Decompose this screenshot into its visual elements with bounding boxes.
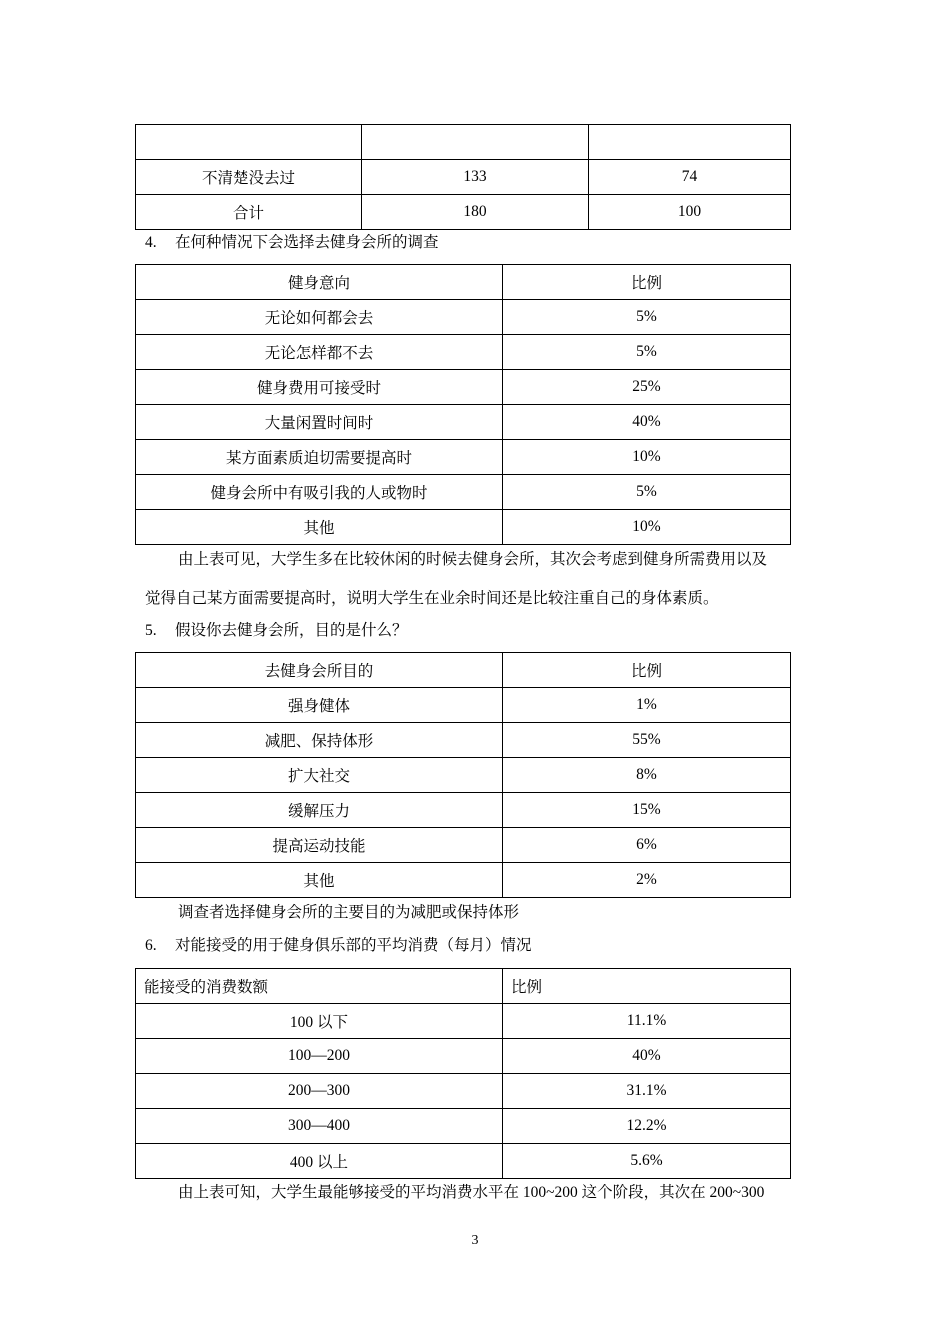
table-row [136, 1109, 791, 1144]
column-header: 能接受的消费数额 [136, 969, 503, 1004]
table-cell [136, 125, 362, 160]
table-row [136, 1004, 791, 1039]
table-cell: 健身会所中有吸引我的人或物时 [136, 475, 503, 510]
column-header: 比例 [503, 969, 791, 1004]
column-header: 比例 [503, 265, 791, 300]
table-cell: 10% [503, 440, 791, 475]
section-number: 5. [145, 622, 157, 639]
survey-table-continued [135, 124, 791, 230]
table-row [136, 793, 791, 828]
paragraph-line: 觉得自己某方面需要提高时，说明大学生在业余时间还是比较注重自己的身体素质。 [145, 590, 719, 607]
table-row [136, 723, 791, 758]
table-row [136, 688, 791, 723]
table-row [136, 510, 791, 545]
table-row [136, 405, 791, 440]
section-title: 在何种情况下会选择去健身会所的调查 [175, 234, 439, 251]
table-cell: 133 [362, 160, 589, 195]
table-header-row [136, 653, 791, 688]
section-4-heading [145, 233, 439, 253]
table-row [136, 1074, 791, 1109]
table-cell [362, 125, 589, 160]
table-cell: 扩大社交 [136, 758, 503, 793]
table-row [136, 195, 791, 230]
table-cell: 健身费用可接受时 [136, 370, 503, 405]
table-row [136, 125, 791, 160]
table-header-row [136, 969, 791, 1004]
table-cell: 缓解压力 [136, 793, 503, 828]
table-cell: 5% [503, 335, 791, 370]
table-row [136, 335, 791, 370]
paragraph-line: 调查者选择健身会所的主要目的为减肥或保持体形 [178, 904, 520, 921]
table-cell: 其他 [136, 863, 503, 898]
table-cell: 减肥、保持体形 [136, 723, 503, 758]
table-row [136, 440, 791, 475]
table-cell: 11.1% [503, 1004, 791, 1039]
table-cell: 300—400 [136, 1109, 503, 1144]
table-cell [589, 125, 791, 160]
table-cell: 40% [503, 405, 791, 440]
table-cell: 100 以下 [136, 1004, 503, 1039]
spending-table [135, 968, 791, 1179]
column-header: 健身意向 [136, 265, 503, 300]
table-cell: 100 [589, 195, 791, 230]
table-cell: 5.6% [503, 1144, 791, 1179]
section-6-heading [145, 936, 532, 956]
section-number: 4. [145, 234, 157, 251]
section-title: 对能接受的用于健身俱乐部的平均消费（每月）情况 [175, 937, 532, 954]
table-cell: 无论怎样都不去 [136, 335, 503, 370]
table-cell: 74 [589, 160, 791, 195]
table-cell: 200—300 [136, 1074, 503, 1109]
table-cell: 大量闲置时间时 [136, 405, 503, 440]
column-header: 比例 [503, 653, 791, 688]
table-cell: 55% [503, 723, 791, 758]
table-cell: 强身健体 [136, 688, 503, 723]
table-row [136, 1039, 791, 1074]
table-cell: 其他 [136, 510, 503, 545]
table-row [136, 300, 791, 335]
table-cell: 6% [503, 828, 791, 863]
table-row [136, 828, 791, 863]
table-cell: 某方面素质迫切需要提高时 [136, 440, 503, 475]
table-cell: 180 [362, 195, 589, 230]
table-row [136, 758, 791, 793]
paragraph-line: 由上表可知，大学生最能够接受的平均消费水平在 100~200 这个阶段，其次在 200~300 [178, 1184, 765, 1201]
table-row [136, 475, 791, 510]
table-cell: 合计 [136, 195, 362, 230]
page-number: 3 [471, 1233, 479, 1248]
table-cell: 提高运动技能 [136, 828, 503, 863]
table-cell: 5% [503, 300, 791, 335]
section-number: 6. [145, 937, 157, 954]
table-cell: 100—200 [136, 1039, 503, 1074]
table-row [136, 863, 791, 898]
table-cell: 1% [503, 688, 791, 723]
fitness-purpose-table [135, 652, 791, 898]
table-cell: 2% [503, 863, 791, 898]
table-cell: 8% [503, 758, 791, 793]
table-cell: 无论如何都会去 [136, 300, 503, 335]
table-cell: 25% [503, 370, 791, 405]
table-row [136, 370, 791, 405]
table-row [136, 1144, 791, 1179]
table-cell: 40% [503, 1039, 791, 1074]
paragraph-line: 由上表可见，大学生多在比较休闲的时候去健身会所，其次会考虑到健身所需费用以及 [178, 551, 768, 568]
section-5-heading [145, 621, 408, 641]
section-title: 假设你去健身会所，目的是什么？ [175, 622, 408, 639]
table-cell: 15% [503, 793, 791, 828]
table-cell: 12.2% [503, 1109, 791, 1144]
table-cell: 5% [503, 475, 791, 510]
table-cell: 10% [503, 510, 791, 545]
table-row [136, 160, 791, 195]
table-cell: 不清楚没去过 [136, 160, 362, 195]
table-header-row [136, 265, 791, 300]
fitness-intention-table [135, 264, 791, 545]
table-cell: 31.1% [503, 1074, 791, 1109]
column-header: 去健身会所目的 [136, 653, 503, 688]
table-cell: 400 以上 [136, 1144, 503, 1179]
